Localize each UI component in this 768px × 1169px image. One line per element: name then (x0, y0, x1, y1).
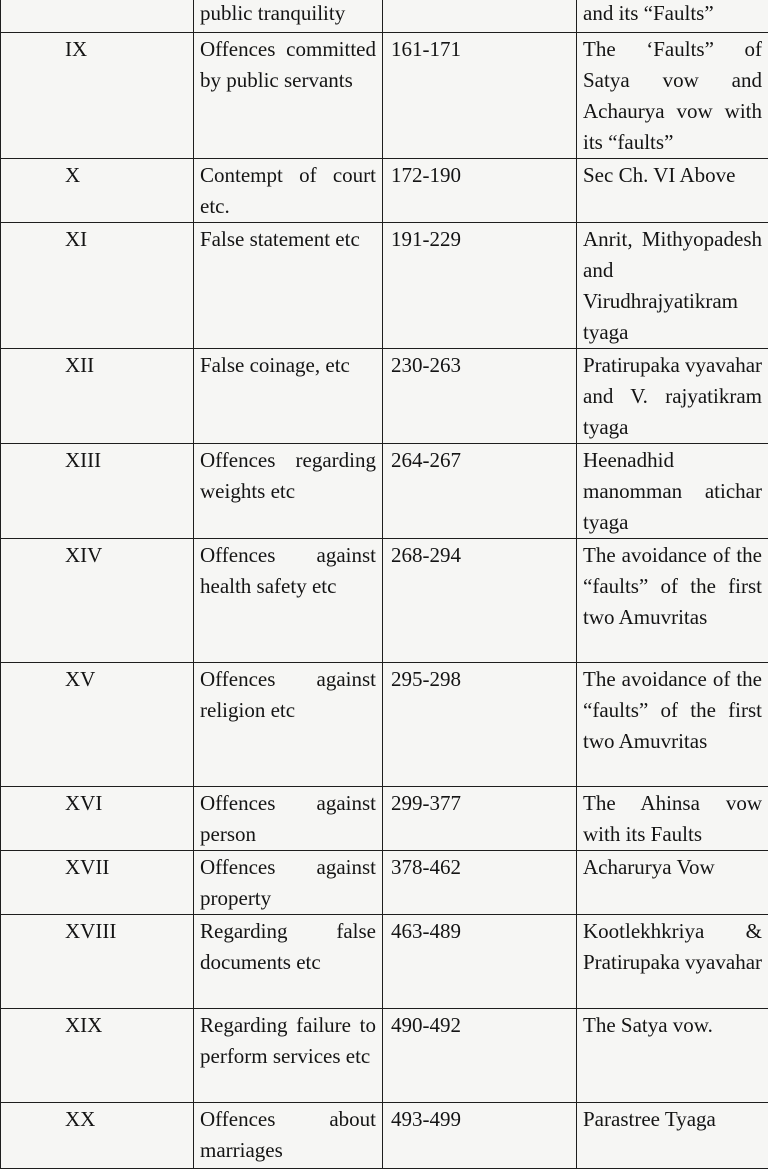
row-number: XVI (1, 787, 194, 851)
sections-cell: 463-489 (383, 915, 577, 1009)
offence-cell: Offences against health safety etc (194, 539, 383, 663)
offence-cell: public tranquility (194, 0, 383, 33)
offence-cell: False statement etc (194, 223, 383, 349)
sections-cell: 299-377 (383, 787, 577, 851)
table-row (1, 539, 768, 663)
table-row (1, 444, 768, 539)
offence-cell: Offences against property (194, 851, 383, 915)
offence-cell: False coinage, etc (194, 349, 383, 444)
sections-cell: 268-294 (383, 539, 577, 663)
table-row (1, 223, 768, 349)
sections-cell: 378-462 (383, 851, 577, 915)
remark-cell: The Satya vow. (577, 1009, 768, 1103)
row-number: IX (1, 33, 194, 159)
sections-cell: 295-298 (383, 663, 577, 787)
offence-cell: Offences against religion etc (194, 663, 383, 787)
table-row (1, 851, 768, 915)
offence-cell: Offences regarding weights etc (194, 444, 383, 539)
row-number: XV (1, 663, 194, 787)
offence-cell: Offences against person (194, 787, 383, 851)
sections-cell (383, 0, 577, 33)
table-row (1, 915, 768, 1009)
remark-cell: The Ahinsa vow with its Faults (577, 787, 768, 851)
row-number: XII (1, 349, 194, 444)
remark-cell: Anrit, Mithyopadesh and Virudhrajyatikram tyaga (577, 223, 768, 349)
row-number: XVII (1, 851, 194, 915)
table-row (1, 1103, 768, 1169)
offence-cell: Offences committed by public servants (194, 33, 383, 159)
remark-cell: The avoidance of the “faults” of the first two Amuvritas (577, 539, 768, 663)
row-number: XI (1, 223, 194, 349)
remark-cell: Heenadhid manomman atichar tyaga (577, 444, 768, 539)
row-number: XIV (1, 539, 194, 663)
sections-cell: 161-171 (383, 33, 577, 159)
sections-cell: 172-190 (383, 159, 577, 223)
sections-cell: 490-492 (383, 1009, 577, 1103)
offence-cell: Regarding failure to perform services etc (194, 1009, 383, 1103)
row-number: XX (1, 1103, 194, 1169)
remark-cell: Parastree Tyaga (577, 1103, 768, 1169)
sections-cell: 264-267 (383, 444, 577, 539)
remark-cell: Acharurya Vow (577, 851, 768, 915)
table-row (1, 787, 768, 851)
row-number (1, 0, 194, 33)
remark-cell: The ‘Faults” of Satya vow and Achaurya vow with its “faults” (577, 33, 768, 159)
sections-cell: 230-263 (383, 349, 577, 444)
offence-cell: Contempt of court etc. (194, 159, 383, 223)
row-number: XIII (1, 444, 194, 539)
sections-cell: 191-229 (383, 223, 577, 349)
remark-cell: Pratirupaka vyavahar and V. rajyatikram tyaga (577, 349, 768, 444)
table-row (1, 663, 768, 787)
table-row (1, 33, 768, 159)
table-row (1, 0, 768, 33)
remark-cell: Kootlekhkriya & Pratirupaka vyavahar (577, 915, 768, 1009)
table-row (1, 1009, 768, 1103)
remark-cell: and its “Faults” (577, 0, 768, 33)
table-row (1, 159, 768, 223)
remark-cell: Sec Ch. VI Above (577, 159, 768, 223)
remark-cell: The avoidance of the “faults” of the first two Amuvritas (577, 663, 768, 787)
table-row (1, 349, 768, 444)
row-number: XIX (1, 1009, 194, 1103)
offence-cell: Offences about marriages (194, 1103, 383, 1169)
row-number: XVIII (1, 915, 194, 1009)
sections-cell: 493-499 (383, 1103, 577, 1169)
offence-cell: Regarding false documents etc (194, 915, 383, 1009)
row-number: X (1, 159, 194, 223)
